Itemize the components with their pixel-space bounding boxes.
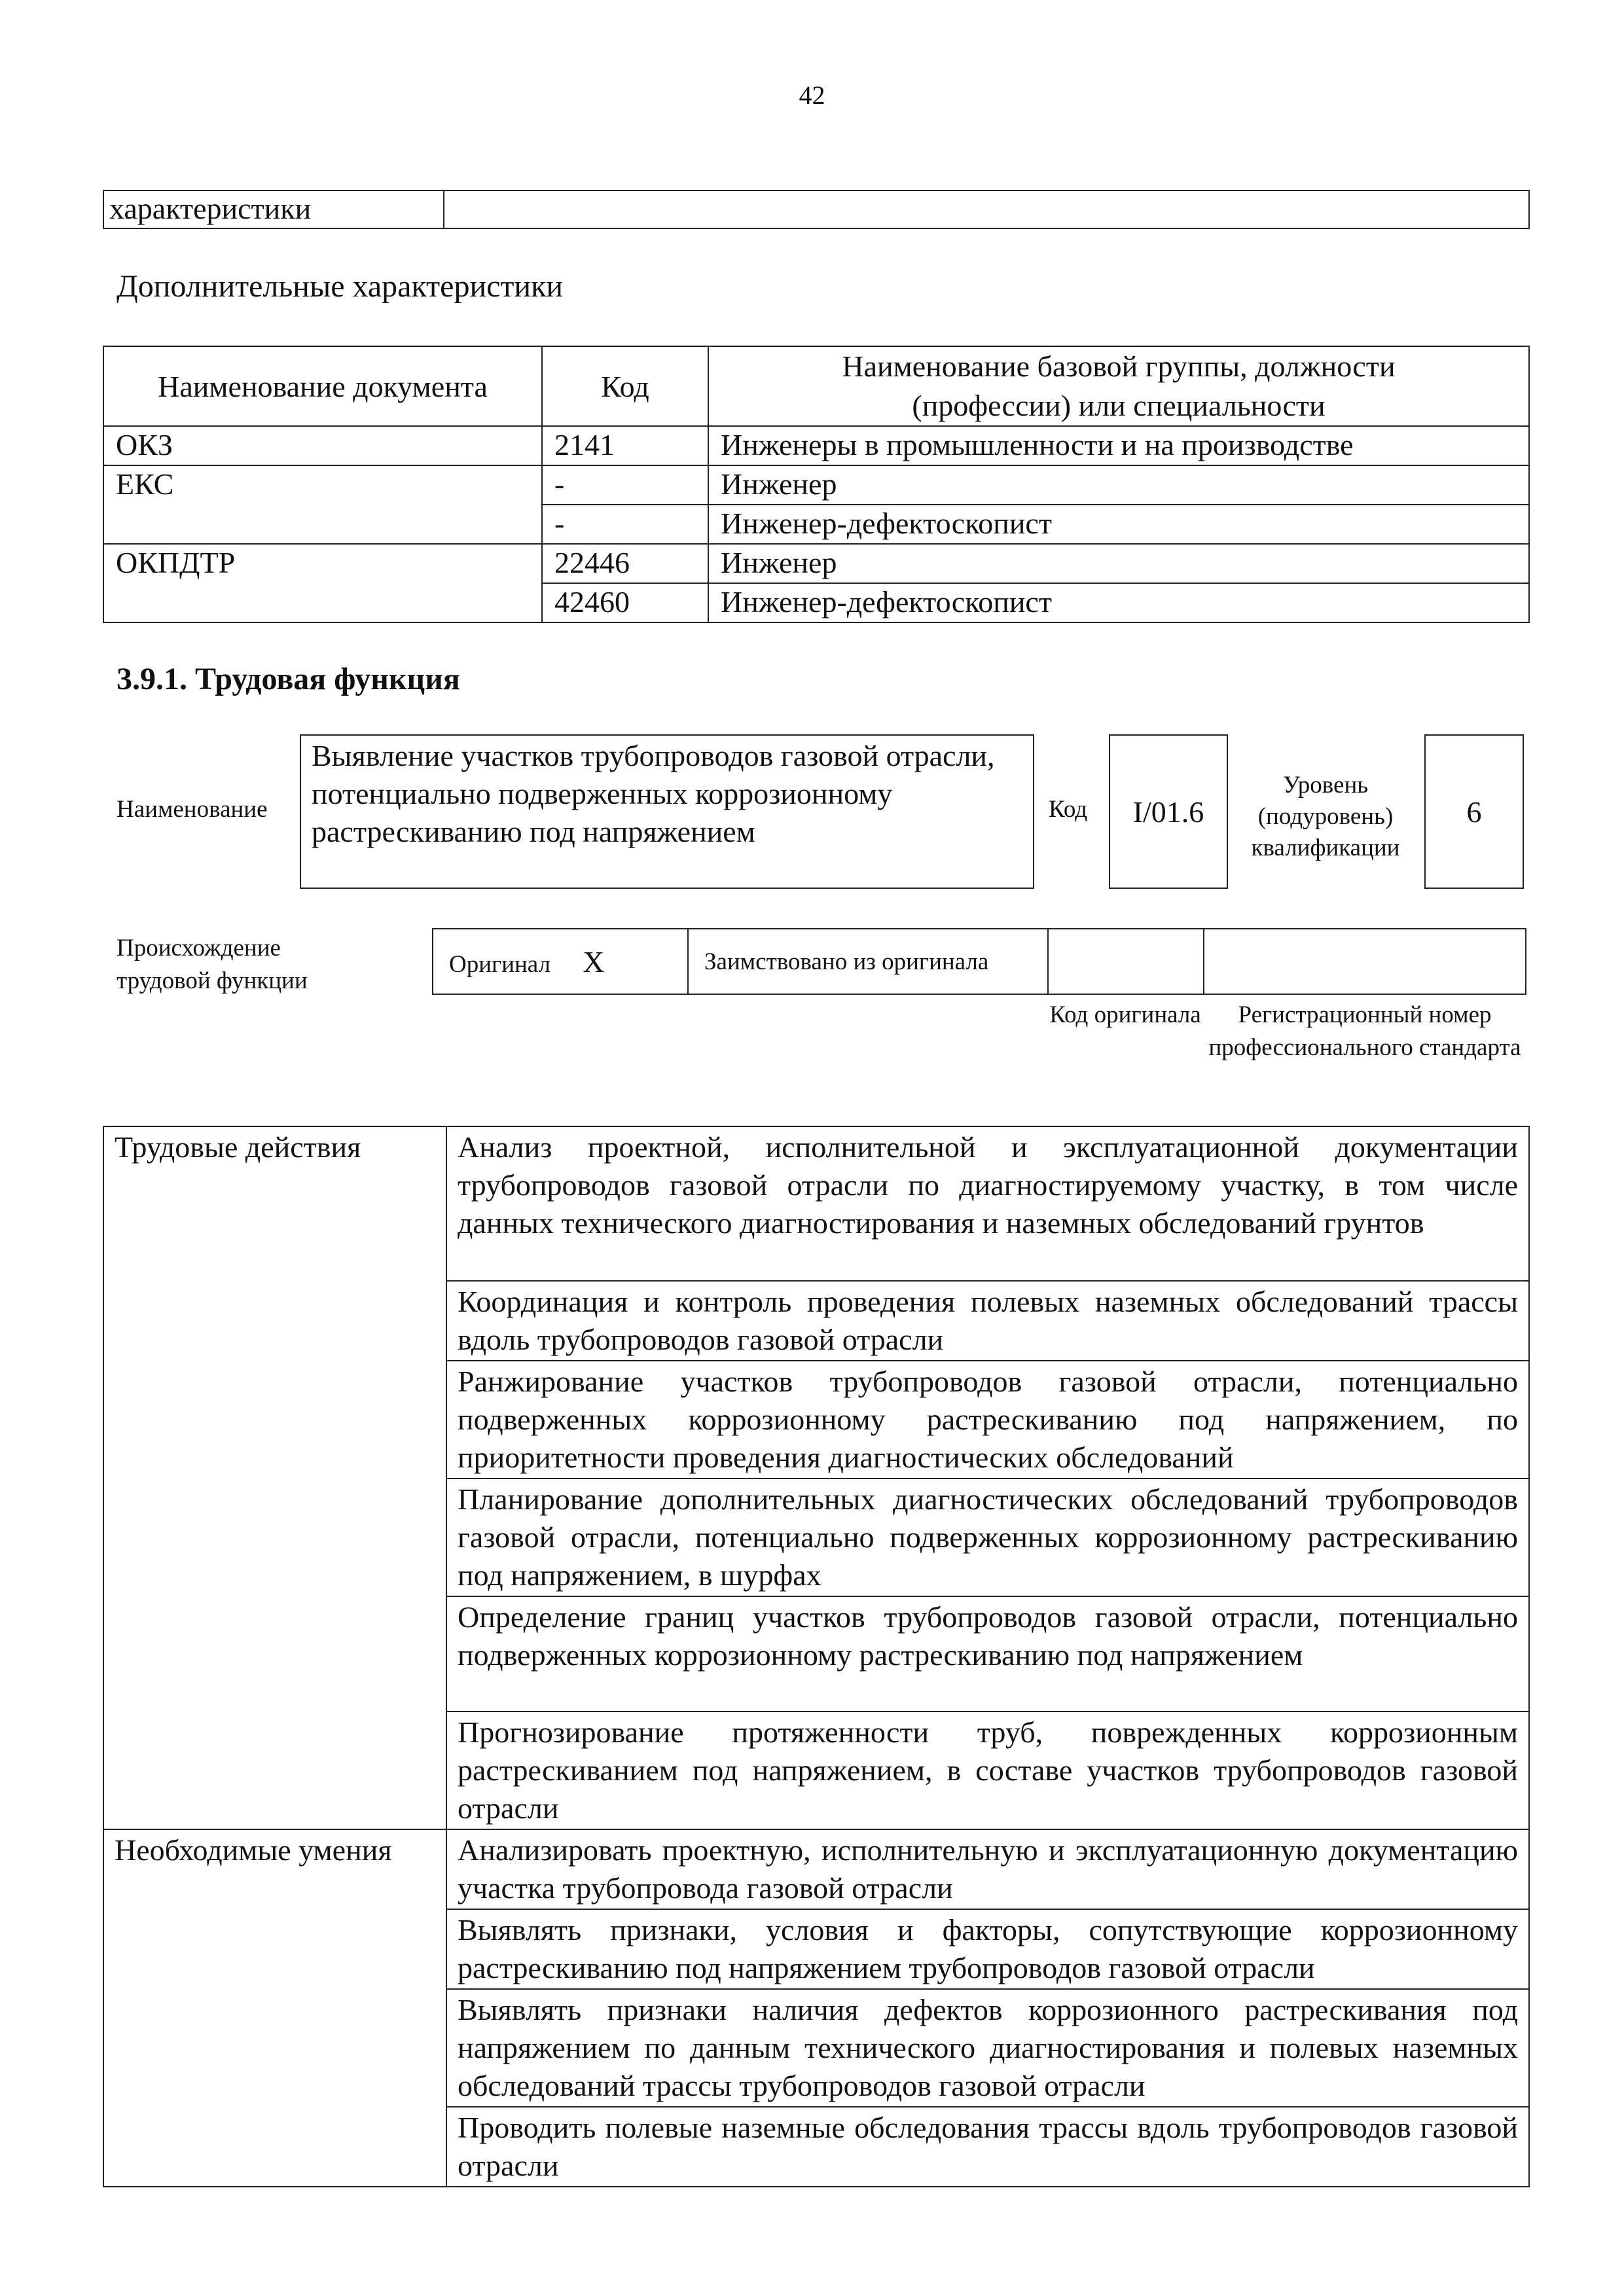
doc-cell-code: 42460 xyxy=(542,583,708,622)
doc-row xyxy=(103,426,1529,465)
doc-header-group-text: Наименование базовой группы, должности (профессии) или специальности xyxy=(842,350,1396,422)
labor-action-item: Прогнозирование протяженности труб, поврежденных коррозионным растрескиванием под напряжением, в составе участков трубопроводов газовой отрасли xyxy=(446,1712,1529,1829)
top-right-cell xyxy=(444,190,1529,228)
doc-cell-group: Инженер xyxy=(708,465,1529,505)
top-continuation-table xyxy=(103,190,1530,229)
doc-header-code xyxy=(542,346,708,426)
labor-action-item: Определение границ участков трубопроводов газовой отрасли, потенциально подверженных коррозионному растрескиванию под напряжением xyxy=(446,1596,1529,1712)
origin-code-caption-text: Код оригинала xyxy=(1049,1001,1201,1028)
doc-cell-name: ЕКС xyxy=(103,465,542,544)
documents-table xyxy=(103,346,1530,623)
origin-borrowed-cell xyxy=(688,929,1048,994)
origin-code-caption xyxy=(1047,999,1203,1031)
origin-original-cell xyxy=(433,929,688,994)
doc-row xyxy=(103,544,1529,583)
page-number: 42 xyxy=(799,81,825,110)
labor-action-item: Ранжирование участков трубопроводов газовой отрасли, потенциально подверженных коррозионному растрескиванию под напряжением, по приоритетности проведения диагностических обследований xyxy=(446,1361,1529,1479)
origin-code-cell xyxy=(1048,929,1204,994)
function-section-title: 3.9.1. Трудовая функция xyxy=(117,662,460,696)
labor-action-item: Координация и контроль проведения полевых наземных обследований трассы вдоль трубопроводов газовой отрасли xyxy=(446,1281,1529,1361)
skill-item: Выявлять признаки, условия и факторы, сопутствующие коррозионному растрескиванию под напряжением трубопроводов газовой отрасли xyxy=(446,1909,1529,1989)
function-level-box xyxy=(1424,734,1524,889)
top-left-text: характеристики xyxy=(109,192,312,225)
origin-label-text: Происхождение трудовой функции xyxy=(117,935,308,994)
function-name-box xyxy=(300,734,1034,889)
function-level-value: 6 xyxy=(1466,795,1482,829)
origin-table xyxy=(432,928,1526,995)
doc-cell-code: 22446 xyxy=(542,544,708,583)
skill-item: Выявлять признаки наличия дефектов коррозионного растрескивания под напряжением по данным технического диагностирования и полевых наземных обследований трассы трубопроводов газовой отрасли xyxy=(446,1989,1529,2107)
origin-reg-caption-text: Регистрационный номер профессионального стандарта xyxy=(1208,1001,1521,1061)
origin-reg-cell xyxy=(1204,929,1526,994)
doc-cell-code: - xyxy=(542,505,708,544)
doc-header-group xyxy=(708,346,1529,426)
additional-characteristics-title: Дополнительные характеристики xyxy=(117,269,564,304)
function-code-box xyxy=(1109,734,1228,889)
table-row xyxy=(103,1829,1529,1909)
doc-cell-group: Инженеры в промышленности и на производстве xyxy=(708,426,1529,465)
origin-borrowed-label: Заимствовано из оригинала xyxy=(704,948,989,975)
function-name-label: Наименование xyxy=(117,796,268,823)
origin-original-mark: X xyxy=(583,944,605,978)
doc-cell-code: 2141 xyxy=(542,426,708,465)
top-left-cell xyxy=(103,190,444,228)
doc-header-name xyxy=(103,346,542,426)
function-code-label: Код xyxy=(1049,796,1088,823)
table-row xyxy=(103,1126,1529,1281)
function-level-label-text: Уровень (подуровень) квалификации xyxy=(1251,772,1400,861)
section-label-required-skills: Необходимые умения xyxy=(103,1829,446,2187)
doc-cell-group: Инженер xyxy=(708,544,1529,583)
function-name-value: Выявление участков трубопроводов газовой отрасли, потенциально подверженных коррозионному растрескиванию под напряжением xyxy=(312,739,995,848)
origin-label xyxy=(117,932,378,997)
doc-cell-name: ОКЗ xyxy=(103,426,542,465)
function-code-value: I/01.6 xyxy=(1132,795,1204,829)
doc-cell-name: ОКПДТР xyxy=(103,544,542,622)
labor-action-item: Планирование дополнительных диагностических обследований трубопроводов газовой отрасли, потенциально подверженных коррозионному растрескиванию под напряжением, в шурфах xyxy=(446,1479,1529,1596)
doc-cell-group: Инженер-дефектоскопист xyxy=(708,583,1529,622)
doc-header-code-text: Код xyxy=(601,369,649,403)
doc-cell-group: Инженер-дефектоскопист xyxy=(708,505,1529,544)
doc-header-name-text: Наименование документа xyxy=(158,369,488,403)
section-label-labor-actions: Трудовые действия xyxy=(103,1126,446,1829)
labor-action-item: Анализ проектной, исполнительной и эксплуатационной документации трубопроводов газовой отрасли по диагностируемому участку, в том числе данных технического диагностирования и наземных обследований грунтов xyxy=(446,1126,1529,1281)
function-level-label xyxy=(1236,770,1415,864)
skill-item: Анализировать проектную, исполнительную и эксплуатационную документацию участка трубопровода газовой отрасли xyxy=(446,1829,1529,1909)
doc-row xyxy=(103,465,1529,505)
labor-function-table xyxy=(103,1126,1530,2187)
doc-cell-code: - xyxy=(542,465,708,505)
origin-reg-caption xyxy=(1204,999,1525,1064)
origin-original-label: Оригинал xyxy=(449,950,551,978)
skill-item: Проводить полевые наземные обследования трассы вдоль трубопроводов газовой отрасли xyxy=(446,2107,1529,2187)
